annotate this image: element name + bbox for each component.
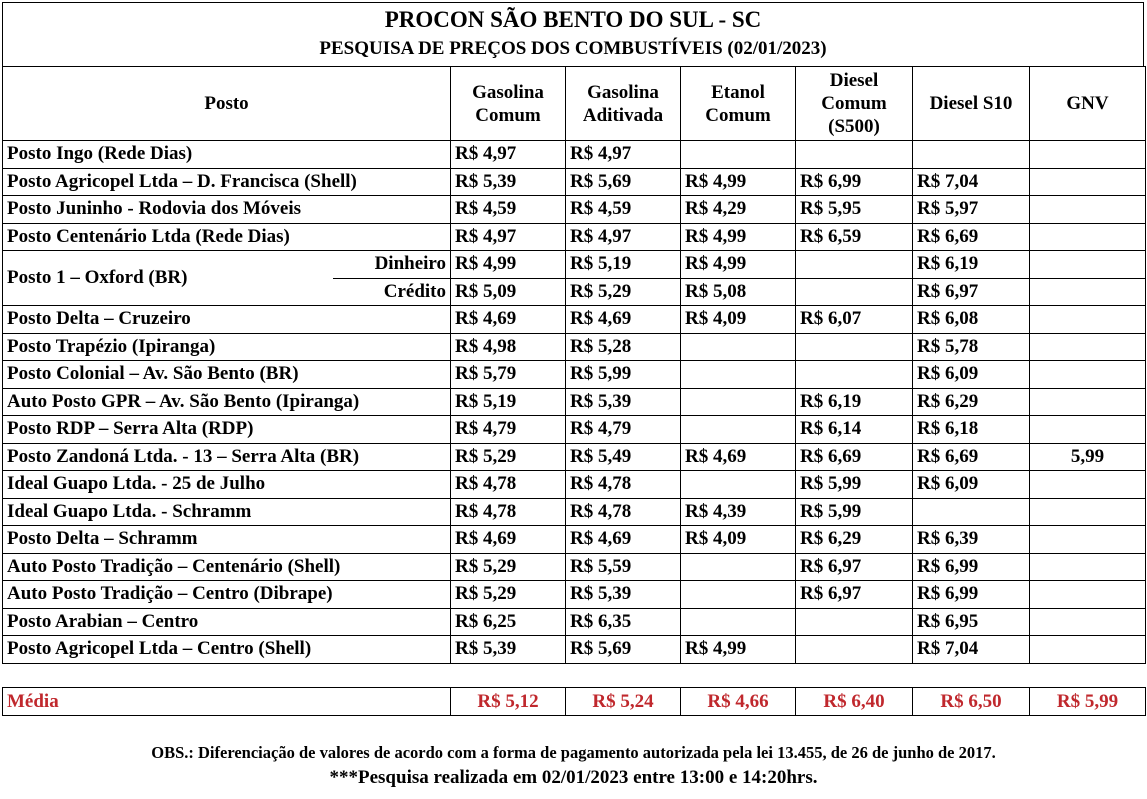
price-diesel-s10: R$ 6,99 [913,581,1030,609]
page-title: PROCON SÃO BENTO DO SUL - SC [384,7,762,32]
table-row [3,168,1146,196]
station-name: Posto Colonial – Av. São Bento (BR) [3,361,451,389]
price-gasolina-comum: R$ 5,79 [451,361,566,389]
price-table [2,66,1146,664]
price-gnv [1030,608,1146,636]
table-row [3,443,1146,471]
price-diesel-comum: R$ 6,07 [796,306,913,334]
price-gasolina-comum: R$ 5,39 [451,636,566,664]
station-name: Posto Ingo (Rede Dias) [3,141,451,169]
price-etanol: R$ 4,09 [681,306,796,334]
price-gasolina-aditivada: R$ 4,97 [566,223,681,251]
price-etanol [681,471,796,499]
price-gasolina-aditivada: R$ 5,29 [566,278,681,306]
table-row [3,498,1146,526]
average-gasolina-aditivada: R$ 5,24 [566,688,681,716]
col-etanol-comum: Etanol Comum [681,67,796,141]
table-row [3,141,1146,169]
price-etanol: R$ 4,29 [681,196,796,224]
price-gasolina-aditivada: R$ 5,69 [566,636,681,664]
price-gnv [1030,251,1146,279]
average-etanol: R$ 4,66 [681,688,796,716]
price-gasolina-comum: R$ 5,29 [451,581,566,609]
price-diesel-comum [796,361,913,389]
price-diesel-comum: R$ 6,97 [796,581,913,609]
price-etanol: R$ 4,99 [681,251,796,279]
price-gnv [1030,526,1146,554]
station-name: Posto Agricopel Ltda – D. Francisca (Shell) [3,168,451,196]
station-name: Posto Delta – Schramm [3,526,451,554]
price-gasolina-aditivada: R$ 5,19 [566,251,681,279]
price-diesel-s10: R$ 7,04 [913,636,1030,664]
station-name: Posto 1 – Oxford (BR) [3,251,333,306]
price-gnv [1030,471,1146,499]
price-gnv [1030,196,1146,224]
price-etanol [681,553,796,581]
price-gnv [1030,361,1146,389]
table-row [3,471,1146,499]
price-etanol: R$ 4,99 [681,168,796,196]
price-diesel-s10: R$ 6,99 [913,553,1030,581]
price-diesel-s10: R$ 6,09 [913,361,1030,389]
station-name: Posto RDP – Serra Alta (RDP) [3,416,451,444]
survey-note: ***Pesquisa realizada em 02/01/2023 entre 13:00 e 14:20hrs. [329,767,818,788]
price-diesel-comum: R$ 6,29 [796,526,913,554]
table-row [3,223,1146,251]
price-gasolina-aditivada: R$ 4,69 [566,526,681,554]
price-diesel-comum [796,251,913,279]
table-row [3,361,1146,389]
price-gnv [1030,333,1146,361]
price-gasolina-aditivada: R$ 5,49 [566,443,681,471]
price-diesel-comum [796,141,913,169]
price-gasolina-comum: R$ 5,29 [451,443,566,471]
price-etanol: R$ 4,39 [681,498,796,526]
price-gasolina-aditivada: R$ 5,59 [566,553,681,581]
price-etanol: R$ 4,69 [681,443,796,471]
price-diesel-s10: R$ 5,97 [913,196,1030,224]
price-diesel-s10 [913,141,1030,169]
table-row [3,306,1146,334]
table-row [3,608,1146,636]
col-gasolina-comum: Gasolina Comum [451,67,566,141]
price-gasolina-aditivada: R$ 5,39 [566,388,681,416]
average-row [3,688,1146,716]
table-row [3,581,1146,609]
payment-label: Crédito [333,278,451,306]
price-gasolina-aditivada: R$ 4,78 [566,471,681,499]
price-gasolina-comum: R$ 5,19 [451,388,566,416]
price-gnv [1030,416,1146,444]
price-gasolina-comum: R$ 4,78 [451,471,566,499]
table-row [3,333,1146,361]
price-diesel-s10: R$ 6,97 [913,278,1030,306]
price-gasolina-comum: R$ 4,97 [451,223,566,251]
price-gasolina-comum: R$ 4,98 [451,333,566,361]
average-diesel-comum: R$ 6,40 [796,688,913,716]
price-etanol [681,333,796,361]
station-name: Auto Posto Tradição – Centro (Dibrape) [3,581,451,609]
station-name: Posto Juninho - Rodovia dos Móveis [3,196,451,224]
table-row [3,251,1146,279]
price-gnv [1030,223,1146,251]
price-etanol: R$ 4,99 [681,223,796,251]
price-gnv [1030,498,1146,526]
price-etanol: R$ 4,09 [681,526,796,554]
price-gasolina-aditivada: R$ 4,78 [566,498,681,526]
price-gasolina-aditivada: R$ 4,79 [566,416,681,444]
price-gnv [1030,168,1146,196]
price-diesel-comum: R$ 5,95 [796,196,913,224]
col-diesel-comum: Diesel Comum (S500) [796,67,913,141]
table-row [3,388,1146,416]
price-diesel-s10: R$ 6,69 [913,443,1030,471]
station-name: Posto Zandoná Ltda. - 13 – Serra Alta (BR) [3,443,451,471]
table-row [3,553,1146,581]
price-diesel-s10: R$ 6,39 [913,526,1030,554]
price-gnv [1030,636,1146,664]
price-gasolina-aditivada: R$ 5,28 [566,333,681,361]
price-etanol [681,581,796,609]
station-name: Posto Trapézio (Ipiranga) [3,333,451,361]
price-diesel-s10 [913,498,1030,526]
price-diesel-s10: R$ 6,08 [913,306,1030,334]
table-row [3,636,1146,664]
average-row-table [2,687,1146,716]
price-gasolina-comum: R$ 4,69 [451,306,566,334]
price-diesel-comum: R$ 6,69 [796,443,913,471]
price-gasolina-comum: R$ 4,97 [451,141,566,169]
price-gasolina-comum: R$ 5,09 [451,278,566,306]
price-etanol [681,416,796,444]
price-gnv [1030,306,1146,334]
price-gasolina-comum: R$ 4,79 [451,416,566,444]
price-gnv: 5,99 [1030,443,1146,471]
average-gnv: R$ 5,99 [1030,688,1146,716]
price-gasolina-comum: R$ 4,78 [451,498,566,526]
price-gnv [1030,278,1146,306]
price-etanol: R$ 4,99 [681,636,796,664]
price-gasolina-comum: R$ 4,59 [451,196,566,224]
observation-note: OBS.: Diferenciação de valores de acordo com a forma de pagamento autorizada pela lei 13.455, de 26 de junho de 2017. [151,743,996,762]
station-name: Auto Posto Tradição – Centenário (Shell) [3,553,451,581]
price-etanol [681,388,796,416]
price-diesel-s10: R$ 6,19 [913,251,1030,279]
table-row [3,196,1146,224]
price-gnv [1030,141,1146,169]
average-gasolina-comum: R$ 5,12 [451,688,566,716]
station-name: Posto Delta – Cruzeiro [3,306,451,334]
price-etanol: R$ 5,08 [681,278,796,306]
table-row [3,526,1146,554]
price-diesel-comum: R$ 6,99 [796,168,913,196]
col-posto: Posto [3,67,451,141]
col-gasolina-aditivada: Gasolina Aditivada [566,67,681,141]
price-diesel-comum [796,608,913,636]
price-gasolina-comum: R$ 5,29 [451,553,566,581]
price-gasolina-aditivada: R$ 5,99 [566,361,681,389]
price-etanol [681,141,796,169]
price-diesel-comum: R$ 6,59 [796,223,913,251]
price-gasolina-aditivada: R$ 4,97 [566,141,681,169]
payment-label: Dinheiro [333,251,451,279]
price-gasolina-comum: R$ 6,25 [451,608,566,636]
price-diesel-comum: R$ 6,14 [796,416,913,444]
station-name: Posto Agricopel Ltda – Centro (Shell) [3,636,451,664]
price-gnv [1030,553,1146,581]
price-gasolina-aditivada: R$ 5,69 [566,168,681,196]
page-subtitle: PESQUISA DE PREÇOS DOS COMBUSTÍVEIS (02/01/2023) [319,38,827,59]
station-name: Auto Posto GPR – Av. São Bento (Ipiranga) [3,388,451,416]
price-gasolina-aditivada: R$ 6,35 [566,608,681,636]
price-diesel-s10: R$ 7,04 [913,168,1030,196]
price-gnv [1030,581,1146,609]
price-gasolina-aditivada: R$ 5,39 [566,581,681,609]
station-name: Ideal Guapo Ltda. - Schramm [3,498,451,526]
station-name: Posto Centenário Ltda (Rede Dias) [3,223,451,251]
station-name: Ideal Guapo Ltda. - 25 de Julho [3,471,451,499]
price-gasolina-comum: R$ 4,69 [451,526,566,554]
price-diesel-comum [796,278,913,306]
price-gnv [1030,388,1146,416]
average-diesel-s10: R$ 6,50 [913,688,1030,716]
price-diesel-comum: R$ 6,19 [796,388,913,416]
price-diesel-s10: R$ 5,78 [913,333,1030,361]
price-etanol [681,608,796,636]
average-label: Média [3,688,451,716]
station-name: Posto Arabian – Centro [3,608,451,636]
title-box [2,2,1144,66]
price-diesel-comum: R$ 5,99 [796,498,913,526]
price-gasolina-aditivada: R$ 4,69 [566,306,681,334]
price-gasolina-comum: R$ 4,99 [451,251,566,279]
price-diesel-s10: R$ 6,18 [913,416,1030,444]
price-diesel-comum: R$ 5,99 [796,471,913,499]
price-gasolina-aditivada: R$ 4,59 [566,196,681,224]
price-gasolina-comum: R$ 5,39 [451,168,566,196]
price-diesel-s10: R$ 6,09 [913,471,1030,499]
table-header-row [3,67,1146,141]
price-diesel-s10: R$ 6,95 [913,608,1030,636]
price-diesel-comum [796,636,913,664]
table-row [3,416,1146,444]
price-diesel-comum: R$ 6,97 [796,553,913,581]
price-diesel-comum [796,333,913,361]
col-diesel-s10: Diesel S10 [913,67,1030,141]
price-diesel-s10: R$ 6,29 [913,388,1030,416]
price-etanol [681,361,796,389]
col-gnv: GNV [1030,67,1146,141]
price-diesel-s10: R$ 6,69 [913,223,1030,251]
